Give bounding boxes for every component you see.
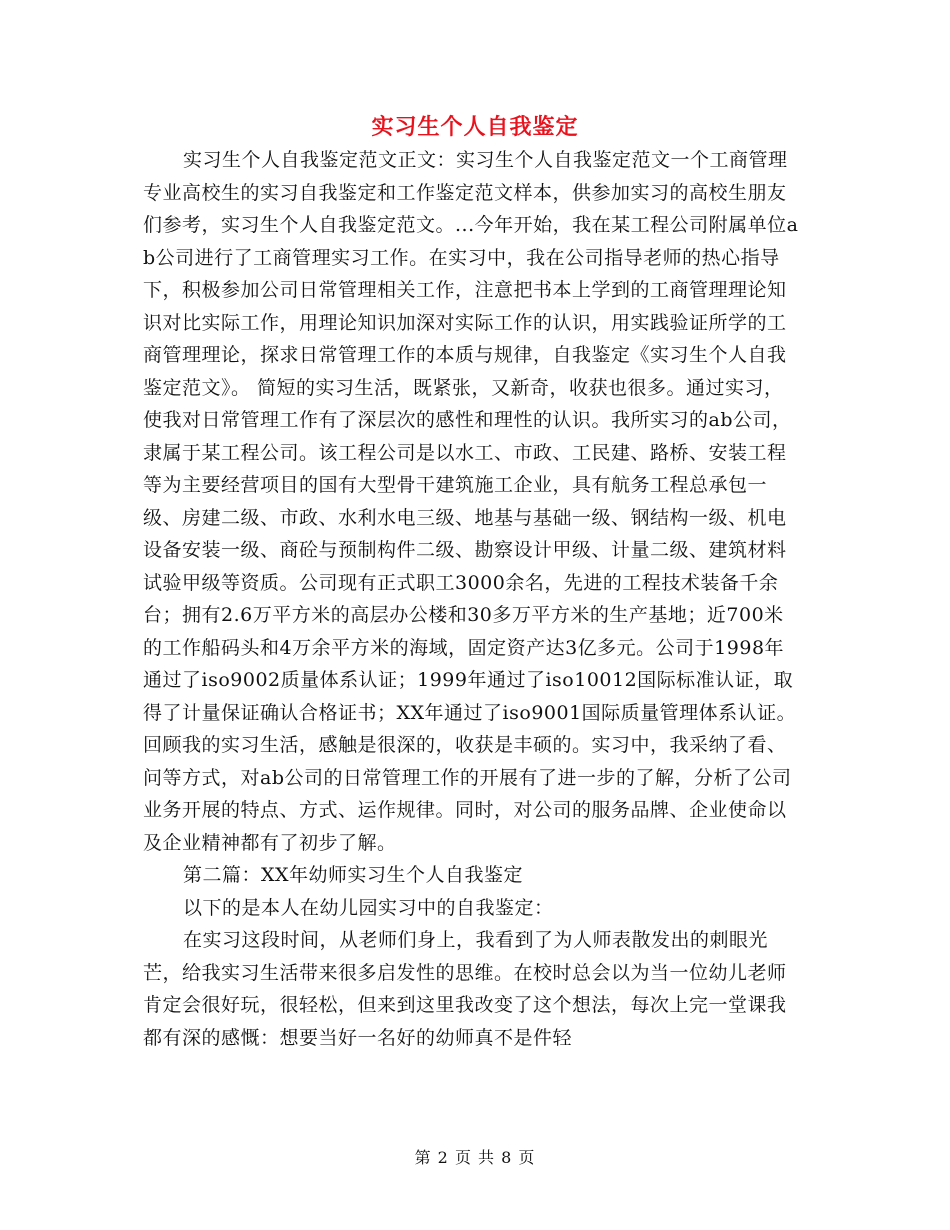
paragraph-2: 以下的是本人在幼儿园实习中的自我鉴定： [183, 896, 554, 919]
document-body [143, 144, 803, 1054]
page-number: 第 2 页 共 8 页 [414, 1148, 536, 1167]
document-title: 实习生个人自我鉴定 [371, 114, 579, 140]
paragraph-1: 实习生个人自我鉴定范文正文：实习生个人自我鉴定范文一个工商管理专业高校生的实习自我鉴定和工作鉴定范文样本，供参加实习的高校生朋友们参考，实习生个人自我鉴定范文。...今年开始，我在某工程公司附属单位ab公司进行了工商管理实习工作。在实习中，我在公司指导老师的热心指导下，积极参加公司日常管理相关工作，注意把书本上学到的工商管理理论知识对比实际工作，用理论知识加深对实际工作的认识，用实践验证所学的工商管理理论，探求日常管理工作的本质与规律，自我鉴定《实习生个人自我鉴定范文》。 简短的实习生活，既紧张，又新奇，收获也很多。通过实习，使我对日常管理工作有了深层次的感性和理性的认识。我所实习的ab公司，隶属于某工程公司。该工程公司是以水工、市政、工民建、路桥、安装工程等为主要经营项目的国有大型骨干建筑施工企业，具有航务工程总承包一级、房建二级、市政、水利水电三级、地基与基础一级、钢结构一级、机电设备安装一级、商砼与预制构件二级、勘察设计甲级、计量二级、建筑材料试验甲级等资质。公司现有正式职工3000余名，先进的工程技术装备千余台；拥有2.6万平方米的高层办公楼和30多万平方米的生产基地；近700米的工作船码头和4万余平方米的海域，固定资产达3亿多元。公司于1998年通过了iso9002质量体系认证；1999年通过了iso10012国际标准认证，取得了计量保证确认合格证书；XX年通过了iso9001国际质量管理体系认证。回顾我的实习生活，感触是很深的，收获是丰硕的。实习中，我采纳了看、问等方式，对ab公司的日常管理工作的开展有了进一步的了解，分析了公司业务开展的特点、方式、运作规律。同时，对公司的服务品牌、企业使命以及企业精神都有了初步了解。 [143, 149, 799, 854]
paragraph-3: 在实习这段时间，从老师们身上，我看到了为人师表散发出的刺眼光芒，给我实习生活带来很多启发性的思维。在校时总会以为当一位幼儿老师肯定会很好玩，很轻松，但来到这里我改变了这个想法，每次上完一堂课我都有深的感慨：想要当好一名好的幼师真不是件轻 [143, 929, 787, 1049]
section-heading: 第二篇：XX年幼师实习生个人自我鉴定 [183, 864, 524, 886]
